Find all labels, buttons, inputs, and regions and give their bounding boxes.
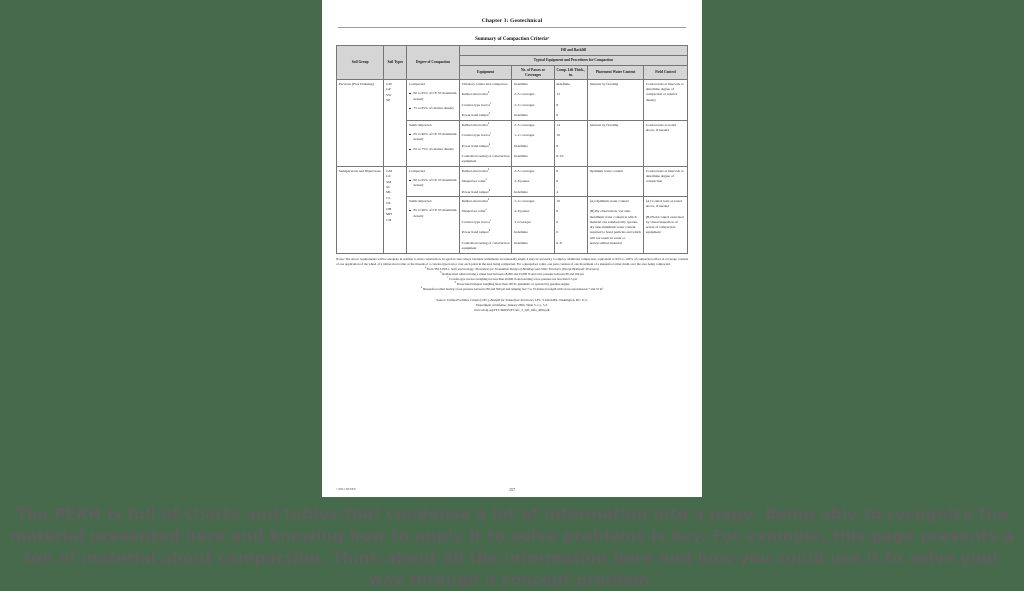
- equipment-item: Rubber-tired roller$^b$: [461, 121, 490, 127]
- lift-item: 6–8: [556, 240, 562, 245]
- footnote-title: Soils and Geology: Procedures for Foundation Design of Buildings and Other Structures (Except Hydraulic Structures): [450, 267, 600, 272]
- degree-criterion: 75 to 85% of relative density: [409, 106, 457, 111]
- footnote-marker: d: [488, 142, 491, 146]
- source-line-3: www.wbdg.org/FFC/DOD/UFC/ufc_3_220_04fa_2004.pdf.: [473, 308, 551, 313]
- lift-item: 6: [556, 230, 559, 235]
- chapter-header: Chapter 3: Geotechnical: [481, 18, 543, 24]
- cell-lift-thickness: [554, 167, 587, 197]
- passes-item: 4–8 passes: [514, 209, 530, 214]
- field-control-item: Control tests at intervals to determine degree of compaction: [645, 168, 684, 184]
- footnote-text: From TM 3-818-1,: [426, 267, 451, 272]
- footnote: [336, 287, 688, 292]
- equipment-item: Power hand tamper$^d$: [461, 142, 491, 148]
- degree-label: Compacted: [408, 81, 425, 86]
- footnote-marker: c: [490, 101, 492, 105]
- col-header-degree-of-compaction: Degree of Compaction: [407, 46, 460, 80]
- source-line-1-post: , UFC 3-220-04FA, Washington, DC: U.S.: [533, 298, 588, 303]
- passes-item: 2–5 coverages: [514, 168, 535, 173]
- soil-type: OH: [386, 206, 392, 211]
- water-content-item: Saturate by flooding: [589, 122, 619, 127]
- water-content-item: (B) By observation; wet side-maximum water content at which material can satisfactorily operate, dry side-minimum water content required to bond particles and which will not result in voids or honeycombed material: [589, 209, 641, 245]
- cell-soil-group: Pervious (Free Draining): [337, 80, 384, 167]
- equipment-item: Vibratory rollers and compactors: [461, 81, 508, 86]
- field-control-item: (B) Field control exercised by visual inspection of action of compaction equipment: [645, 214, 684, 235]
- footnote-marker: b: [487, 121, 490, 125]
- passes-item: Indefinite: [514, 143, 528, 148]
- degree-criterion: 85 to 90% of CE 55 maximum density: [409, 208, 457, 219]
- equipment-item: Rubber-tired roller$^b$: [461, 91, 490, 97]
- degree-criterion: 85 to 90% of CE 55 maximum density: [409, 132, 457, 143]
- source-citation: [336, 298, 688, 313]
- degree-criterion: 90 to 95% of CE 55 maximum density: [409, 91, 457, 102]
- cell-passes: [512, 167, 554, 197]
- passes-item: Indefinite: [514, 230, 528, 235]
- col-header-passes: No. of Passes or Coverages: [512, 65, 554, 80]
- col-header-equipment: Equipment: [459, 65, 512, 80]
- footnote-text: Sheepsfoot rollers having a foot pressure between 250 and 500 psi and tamping feet 7 to 10 inches in length with a face area between 7 and 16 in²: [422, 287, 604, 292]
- cell-lift-thickness: [554, 197, 587, 253]
- footnotes-list: [336, 267, 688, 292]
- equipment-item: Rubber-tired roller$^b$: [461, 167, 490, 173]
- lift-item: 10: [556, 133, 560, 138]
- equipment-item: Power hand tamper$^d$: [461, 112, 491, 118]
- document-page: [322, 0, 702, 497]
- soil-type: GW: [386, 81, 393, 86]
- soil-type: SM: [386, 179, 392, 184]
- water-content-item: (A) Optimum water content: [589, 199, 629, 204]
- footnote-marker: c: [490, 218, 492, 222]
- cell-soil-group: Semipervious and Impervious: [337, 167, 384, 254]
- passes-item: Indefinite: [514, 113, 528, 118]
- footnote-text: Crawler-type tractors weighing not less than 20,000 lb and exerting a foot pressure not less than 6.5 psi: [448, 277, 577, 282]
- soil-type: CH: [386, 217, 392, 222]
- cell-passes: [512, 80, 554, 121]
- cell-soil-types: [384, 80, 407, 167]
- soil-type: GM: [386, 168, 392, 173]
- footnote-marker: d: [488, 112, 491, 116]
- col-header-field-control: Field Control: [644, 65, 688, 80]
- passes-item: 1–2 coverages: [514, 133, 535, 138]
- footnote-marker: c: [490, 132, 492, 135]
- footnote-marker: e: [485, 178, 487, 181]
- lift-item: 10: [556, 199, 560, 204]
- cell-lift-thickness: [554, 80, 587, 121]
- passes-item: Indefinite: [514, 240, 528, 245]
- cell-equipment: [459, 121, 512, 167]
- equipment-item: Sheepsfoot roller$^e$: [461, 208, 487, 214]
- degree-criterion: 65 to 75% of relative density: [409, 147, 457, 152]
- degree-criterion: 90 to 95% of CE 55 maximum density: [409, 178, 457, 189]
- field-control-item: Control tests as noted above, if needed: [645, 122, 677, 132]
- equipment-item: Rubber-tired roller$^b$: [461, 197, 490, 204]
- lift-item: 6: [556, 113, 559, 118]
- cell-field-control: [644, 121, 688, 167]
- cell-passes: [512, 197, 554, 253]
- slide-caption: The PERH is full of charts and tables that condense a lot of information into a page. Being able to recognize the material presented here and knowing how to apply it to solve problems is key. For example, this page presents a ton of material about compaction. Think about all the information here and how you could use it to solve your way through a concept problem.: [10, 505, 1014, 589]
- lift-item: 8: [556, 209, 559, 214]
- footnote-marker: b: [487, 91, 490, 95]
- footnote-marker: d: [454, 281, 456, 285]
- col-header-typical-equipment: Typical Equipment and Procedures for Compaction: [459, 55, 687, 65]
- footnote-marker: e: [420, 286, 423, 290]
- cell-equipment: [459, 80, 512, 121]
- passes-item: 3 coverages: [514, 219, 531, 224]
- passes-item: 2–4 coverages: [514, 199, 535, 204]
- lift-item: 4: [556, 189, 559, 194]
- cell-equipment: [459, 167, 512, 197]
- lift-item: Indefinite: [556, 81, 570, 86]
- table-title: Summary of Compaction Criteriaᵃ: [475, 37, 549, 42]
- source-line-1-pre: Source: Unified Facilities Criteria (UFC),: [436, 298, 491, 303]
- lift-item: 8: [556, 168, 559, 173]
- footnote-marker: b: [487, 197, 490, 201]
- table-header: [337, 46, 688, 80]
- cell-passes: [512, 121, 554, 167]
- cell-placement-water: [587, 167, 643, 197]
- cell-degree-of-compaction: [407, 80, 460, 121]
- col-header-fill-and-backfill: Fill and Backfill: [459, 46, 687, 56]
- passes-item: Indefinite: [514, 154, 528, 159]
- lift-item: 6: [556, 219, 559, 224]
- passes-item: 2–5 coverages: [514, 122, 535, 127]
- cell-soil-types: [384, 167, 407, 254]
- soil-type: ML: [386, 190, 392, 195]
- equipment-item: Power hand tamper$^d$: [461, 229, 491, 235]
- water-content-item: Saturate by flooding: [589, 81, 619, 86]
- cell-placement-water: [587, 80, 643, 121]
- lift-item: 6: [556, 179, 559, 184]
- footnote-marker: d: [488, 188, 491, 192]
- equipment-item: Crawler-type tractor$^c$: [461, 132, 492, 138]
- footnote-marker: e: [485, 208, 487, 212]
- lift-item: 8: [556, 102, 559, 107]
- cell-degree-of-compaction: [407, 197, 460, 253]
- footnote-marker: a: [424, 266, 426, 270]
- soil-type: GC: [386, 174, 392, 179]
- table-row: [337, 167, 688, 197]
- degree-label: Compacted: [408, 168, 425, 173]
- soil-type: MH: [386, 212, 392, 217]
- water-content-item: Optimum water content: [589, 168, 623, 173]
- soil-type: SP: [386, 98, 391, 103]
- lift-item: 8: [556, 143, 559, 148]
- soil-type: GP: [386, 87, 391, 92]
- cell-lift-thickness: [554, 121, 587, 167]
- equipment-item: Controlled routing of construction equipment: [461, 154, 510, 164]
- cell-field-control: [644, 167, 688, 197]
- col-header-placement-water: Placement Water Content: [587, 65, 643, 80]
- cell-degree-of-compaction: [407, 167, 460, 197]
- footnote-text: Power hand tampers weighing more than 100 lb; pneumatic or operated by gasoline engine: [455, 282, 570, 287]
- notes-body: Notes: The above requirements will be adequate in relation to most construction. In special cases where tolerable settlements are unusually small, it may be necessary to employ additional compaction, equivalent to 95% to 100% of compaction effort. A coverage consists of one application of the wheel of a rubber-tired roller or the threads of a crawler-type tractor over each point in the area being compacted. For a sheepsfoot roller, one pass consists of one movement of a sheepsfoot roller drum over the area being compacted.: [336, 257, 688, 267]
- cell-placement-water: [587, 197, 643, 253]
- lift-item: 8–10: [556, 154, 564, 159]
- equipment-item: Crawler-type tractor$^c$: [461, 101, 492, 107]
- passes-item: 2–5 coverages: [514, 102, 535, 107]
- passes-item: 2–5 coverages: [514, 92, 535, 97]
- soil-type: OL: [386, 201, 391, 206]
- source-line-2: Department of Defense, January 2004, Table 5-1, p. 5-3.: [476, 303, 548, 308]
- footnote-marker: d: [488, 229, 491, 233]
- footnote-marker: b: [440, 271, 442, 275]
- header-divider: [338, 27, 686, 28]
- equipment-item: Power hand tamper$^d$: [461, 188, 491, 194]
- cell-field-control: [644, 197, 688, 253]
- cell-field-control: [644, 80, 688, 121]
- footnote-text: Rubber-tired rollers having a wheel load between 18,000 and 25,000 lb and a tire pressure between 80 and 100 psi: [441, 272, 584, 277]
- col-header-soil-types: Soil Types: [384, 46, 407, 80]
- degree-label: Semicompacted: [408, 199, 432, 204]
- passes-item: Indefinite: [514, 189, 528, 194]
- table-row: [337, 80, 688, 121]
- col-header-soil-group: Soil Group: [337, 46, 384, 80]
- field-control-item: (A) Control tests as noted above, if needed: [645, 199, 682, 209]
- equipment-item: Crawler-type tractor$^c$: [461, 218, 492, 224]
- soil-type: SW: [386, 92, 392, 97]
- field-control-item: Control tests at intervals to determine degree of compaction or relative density: [645, 81, 684, 102]
- degree-label: Semicompacted: [408, 122, 432, 127]
- soil-type: SC: [386, 184, 391, 189]
- cell-degree-of-compaction: [407, 121, 460, 167]
- col-header-lift-thickness: Comp. Lift Thick., in.: [554, 65, 587, 80]
- equipment-item: Sheepsfoot roller$^e$: [461, 178, 487, 184]
- lift-item: 14: [556, 122, 560, 127]
- soil-type: CL: [386, 195, 391, 200]
- compaction-criteria-table: [336, 45, 688, 254]
- source-line-1-title: Backfill for Subsurface Structures: [490, 298, 534, 303]
- lift-item: 12: [556, 92, 560, 97]
- cell-equipment: [459, 197, 512, 253]
- passes-item: 4–8 passes: [514, 179, 530, 184]
- copyright-notice: ©2021 NCEES: [336, 487, 356, 491]
- table-body: [337, 80, 688, 254]
- cell-placement-water: [587, 121, 643, 167]
- equipment-item: Controlled routing of construction equipment: [461, 240, 510, 251]
- footnote-marker: c: [447, 276, 449, 280]
- passes-item: Indefinite: [514, 81, 528, 86]
- page-number: 157: [509, 487, 515, 492]
- footnote-marker: b: [487, 167, 490, 171]
